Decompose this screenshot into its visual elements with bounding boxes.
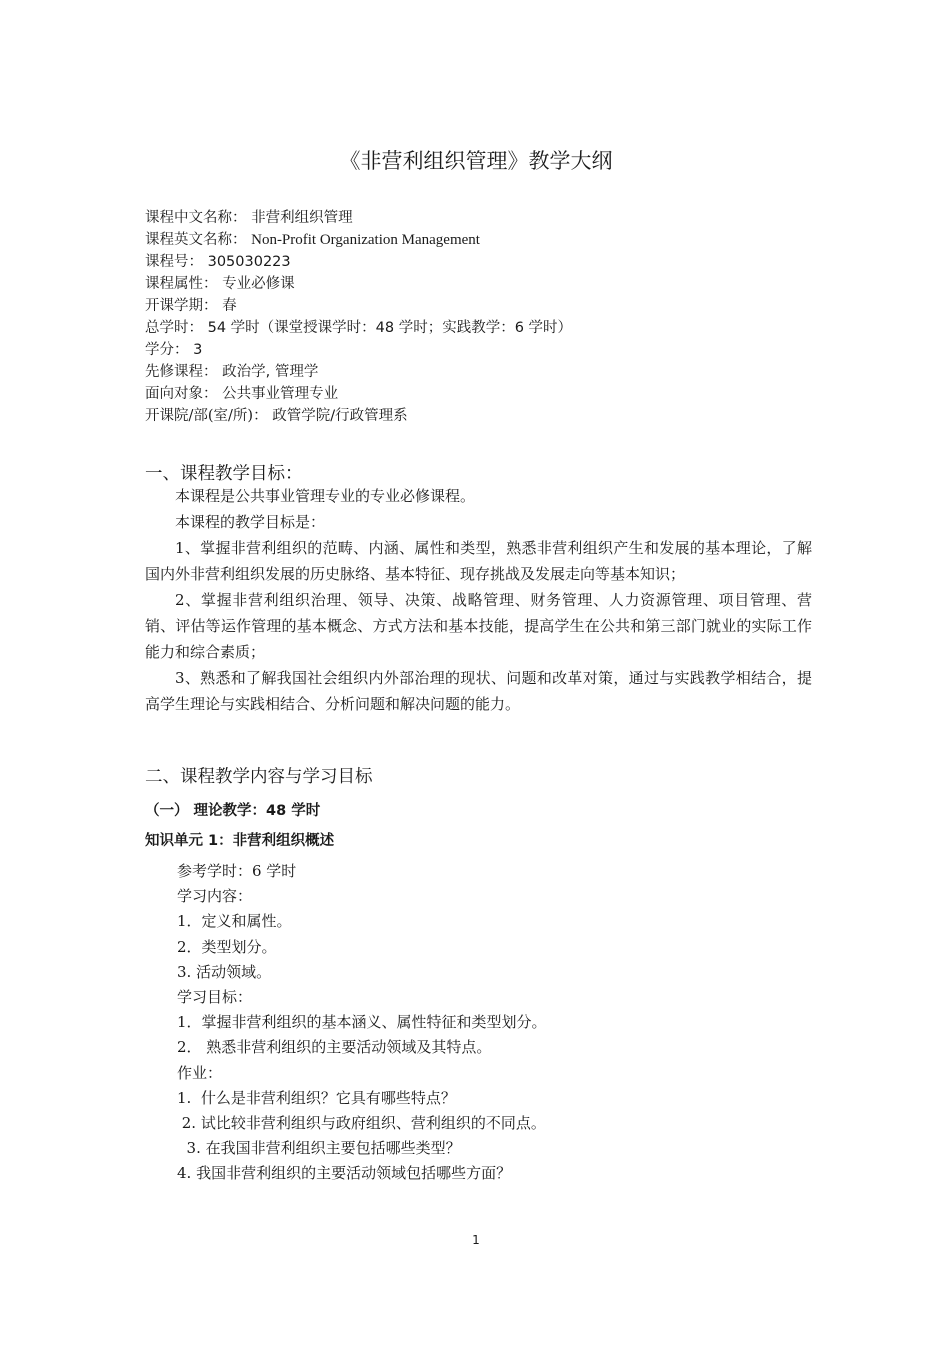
- unit-line: 参考学时：6 学时: [177, 862, 297, 880]
- unit-line: 2． 熟悉非营利组织的主要活动领域及其特点。: [177, 1038, 492, 1057]
- course-cn-name-value: 非营利组织管理: [251, 210, 353, 226]
- section-content-heading: 二、课程教学内容与学习目标: [145, 767, 373, 787]
- knowledge-unit-title: 知识单元 1：非营利组织概述: [145, 833, 335, 849]
- course-type-value: 专业必修课: [222, 276, 295, 292]
- course-type-label: 课程属性：: [145, 276, 218, 292]
- theory-teaching-subheading: （一） 理论教学：48 学时: [145, 803, 321, 819]
- course-cn-name-row: [145, 207, 572, 229]
- course-credit-label: 学分：: [145, 342, 189, 358]
- course-code-label: 课程号：: [145, 254, 203, 270]
- objectives-paragraph: 2、掌握非营利组织治理、领导、决策、战略管理、财务管理、人力资源管理、项目管理、营销、评估等运作管理的基本概念、方式方法和基本技能，提高学生在公共和第三部门就业的实际工作能力和综合素质；: [145, 591, 812, 661]
- course-code-row: [145, 251, 572, 273]
- course-audience-row: [145, 383, 572, 405]
- course-type-row: [145, 273, 572, 295]
- course-term-row: [145, 295, 572, 317]
- course-info: [145, 207, 572, 427]
- course-term-label: 开课学期：: [145, 298, 218, 314]
- course-hours-row: [145, 317, 572, 339]
- course-hours-label: 总学时：: [145, 320, 203, 336]
- course-dept-label: 开课院/部(室/所)：: [145, 408, 268, 424]
- unit-line: 2. 试比较非营利组织与政府组织、营利组织的不同点。: [177, 1113, 546, 1132]
- course-audience-value: 公共事业管理专业: [222, 386, 339, 402]
- objectives-paragraph: 1、掌握非营利组织的范畴、内涵、属性和类型，熟悉非营利组织产生和发展的基本理论，了解国内外非营利组织发展的历史脉络、基本特征、现存挑战及发展走向等基本知识；: [145, 539, 812, 583]
- course-prereq-value: 政治学, 管理学: [222, 364, 319, 380]
- section-objectives-heading: 一、课程教学目标：: [145, 464, 303, 484]
- course-credit-value: 3: [193, 342, 203, 358]
- unit-line: 1. 什么是非营利组织？它具有哪些特点？: [177, 1088, 456, 1107]
- unit-line: 学习内容：: [177, 887, 253, 906]
- course-prereq-row: [145, 361, 572, 383]
- objectives-paragraph: 本课程是公共事业管理专业的专业必修课程。: [175, 487, 476, 505]
- course-audience-label: 面向对象：: [145, 386, 218, 402]
- course-term-value: 春: [222, 298, 237, 314]
- course-en-name-label: 课程英文名称：: [145, 232, 247, 248]
- course-prereq-label: 先修课程：: [145, 364, 218, 380]
- course-en-name-row: [145, 229, 572, 251]
- document-title: 《非营利组织管理》教学大纲: [339, 149, 613, 173]
- course-code-value: 305030223: [207, 254, 291, 270]
- unit-line: 3. 在我国非营利组织主要包括哪些类型？: [177, 1139, 461, 1158]
- course-hours-value: 54 学时（课堂授课学时：48 学时；实践教学：6 学时）: [207, 320, 573, 336]
- course-dept-row: [145, 405, 572, 427]
- course-dept-value: 政管学院/行政管理系: [272, 408, 408, 424]
- page-number: 1: [472, 1233, 480, 1247]
- unit-line: 1．定义和属性。: [177, 912, 292, 931]
- unit-line: 1．掌握非营利组织的基本涵义、属性特征和类型划分。: [177, 1013, 547, 1032]
- unit-line: 学习目标：: [177, 987, 253, 1006]
- unit-line: 2．类型划分。: [177, 937, 277, 956]
- section-objectives-body: [145, 483, 812, 717]
- objectives-paragraph: 3、熟悉和了解我国社会组织内外部治理的现状、问题和改革对策，通过与实践教学相结合，提高学生理论与实践相结合、分析问题和解决问题的能力。: [145, 669, 812, 713]
- course-en-name-value: Non-Profit Organization Management: [251, 232, 480, 248]
- course-credit-row: [145, 339, 572, 361]
- knowledge-unit-body: [177, 859, 547, 1186]
- course-cn-name-label: 课程中文名称：: [145, 210, 247, 226]
- objectives-paragraph: 本课程的教学目标是：: [175, 513, 326, 531]
- unit-line: 4. 我国非营利组织的主要活动领域包括哪些方面？: [177, 1164, 512, 1183]
- unit-line: 3. 活动领域。: [177, 962, 272, 981]
- unit-line: 作业：: [177, 1063, 223, 1082]
